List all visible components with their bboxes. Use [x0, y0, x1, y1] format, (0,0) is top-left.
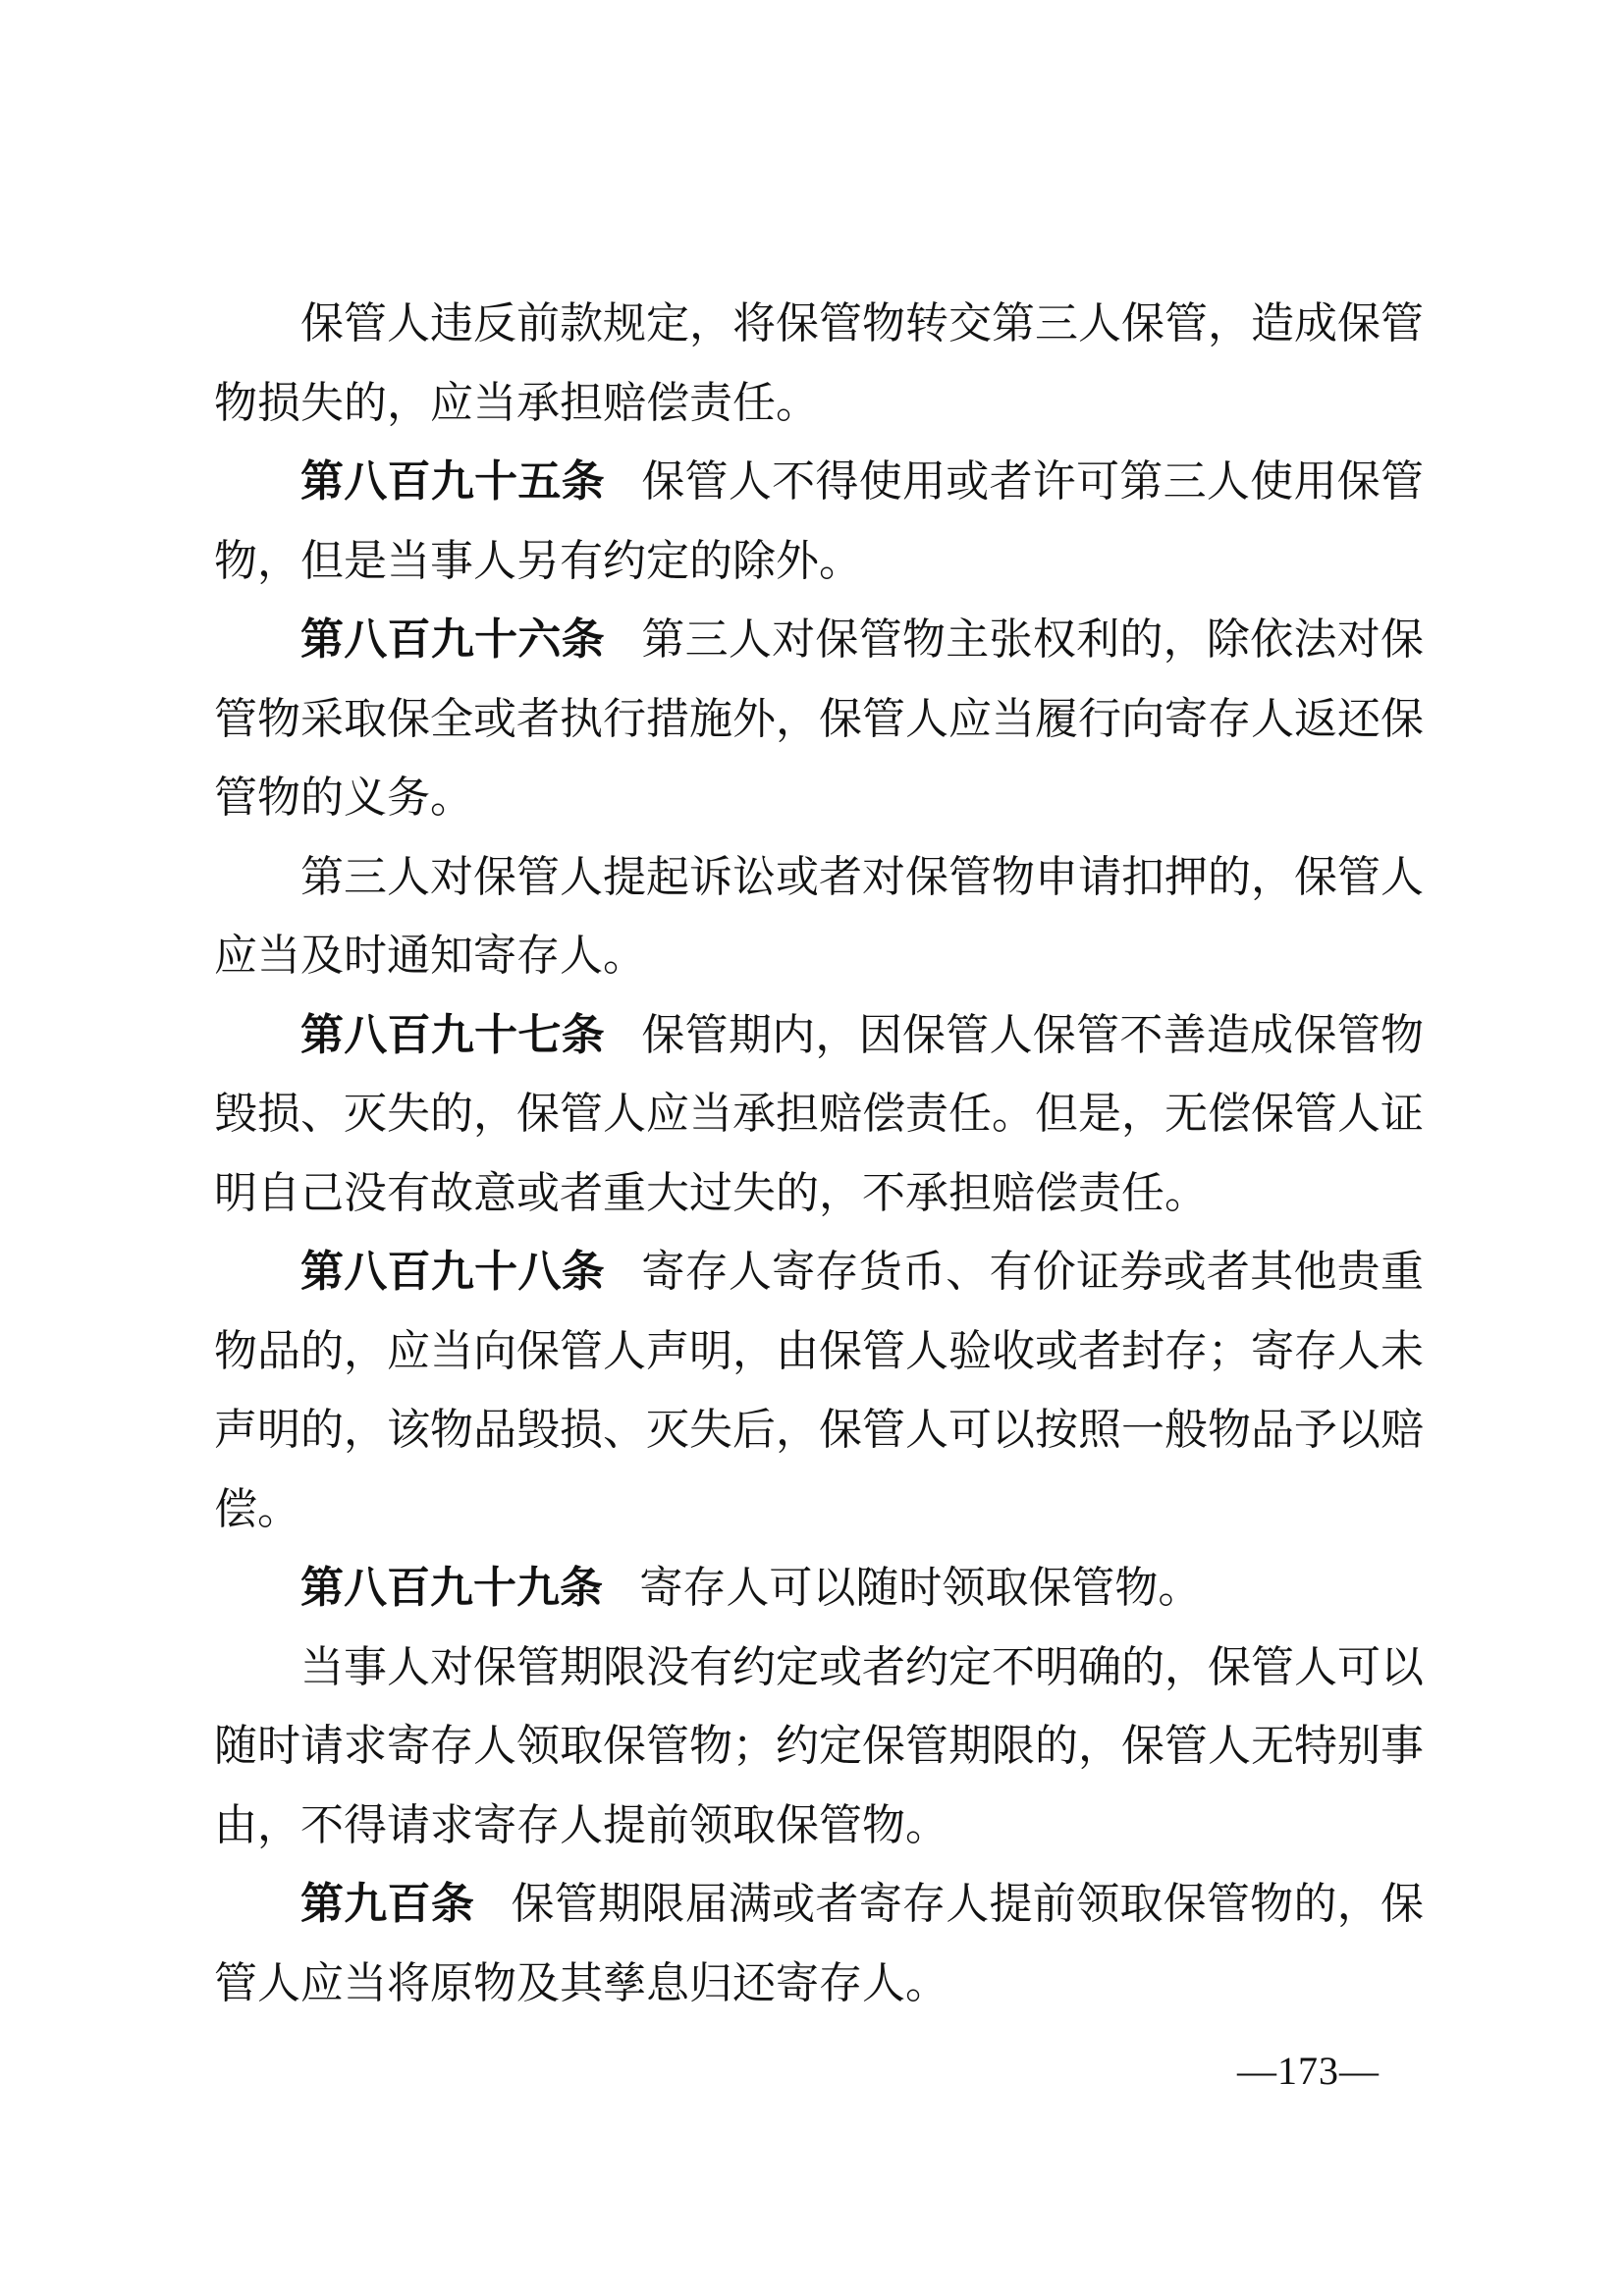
article-number: 第八百九十五条: [300, 457, 605, 506]
paragraph: [214, 996, 1424, 1234]
paragraph-text: 保管期内，因保管人保管不善造成保管物毁损、灭失的，保管人应当承担赔偿责任。但是，无偿保管人证明自己没有故意或者重大过失的，不承担赔偿责任。: [214, 1010, 1425, 1217]
article-number: 第八百九十八条: [300, 1248, 605, 1296]
article-number: 第八百九十七条: [300, 1010, 605, 1059]
paragraph: [214, 601, 1424, 838]
paragraph-text: 当事人对保管期限没有约定或者约定不明确的，保管人可以随时请求寄存人领取保管物；约定保管期限的，保管人无特别事由，不得请求寄存人提前领取保管物。: [214, 1642, 1424, 1849]
paragraph: [214, 443, 1424, 601]
article-number: 第九百条: [300, 1880, 475, 1928]
paragraph-text: 第三人对保管人提起诉讼或者对保管物申请扣押的，保管人应当及时通知寄存人。: [214, 852, 1424, 980]
paragraph: [214, 1549, 1424, 1629]
paragraph-text: 保管人不得使用或者许可第三人使用保管物，但是当事人另有约定的除外。: [214, 457, 1425, 585]
article-number: 第八百九十九条: [300, 1564, 603, 1612]
paragraph: [214, 1233, 1424, 1549]
article-number: 第八百九十六条: [300, 615, 605, 664]
document-body: [214, 285, 1424, 2023]
paragraph-text: 寄存人寄存货币、有价证券或者其他贵重物品的，应当向保管人声明，由保管人验收或者封存；寄存人未声明的，该物品毁损、灭失后，保管人可以按照一般物品予以赔偿。: [214, 1248, 1425, 1533]
paragraph: [214, 1865, 1424, 2023]
paragraph: [214, 285, 1424, 443]
paragraph-text: 寄存人可以随时领取保管物。: [639, 1564, 1202, 1612]
page-number: —173—: [1237, 2049, 1380, 2093]
paragraph-text: 保管期限届满或者寄存人提前领取保管物的，保管人应当将原物及其孳息归还寄存人。: [214, 1880, 1425, 2007]
paragraph: [214, 1629, 1424, 1866]
paragraph-text: 第三人对保管物主张权利的，除依法对保管物采取保全或者执行措施外，保管人应当履行向寄存人返还保管物的义务。: [214, 615, 1425, 822]
paragraph: [214, 838, 1424, 996]
paragraph-text: 保管人违反前款规定，将保管物转交第三人保管，造成保管物损失的，应当承担赔偿责任。: [214, 299, 1424, 427]
